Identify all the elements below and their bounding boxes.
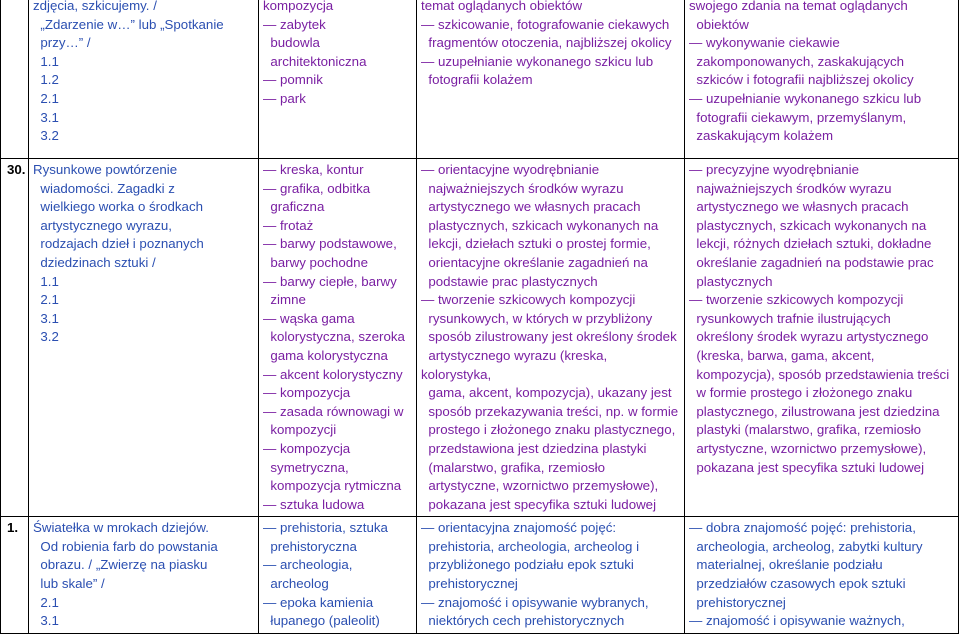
text-line: niektórych cech prehistorycznych [421, 613, 625, 629]
text-line: zakomponowanych, zaskakujących [689, 53, 905, 69]
text-line: — tworzenie szkicowych kompozycji [689, 292, 904, 308]
text-line: przedstawiona jest dziedzina plastyki [421, 440, 647, 456]
text-line: artystyczne, wzornictwo przemysłowe), [421, 478, 659, 494]
text-line: 1.2 [33, 72, 59, 88]
text-line: orientacyjne określanie zagadnień na [421, 254, 648, 270]
text-line: — tworzenie szkicowych kompozycji [421, 292, 636, 308]
text-line: (malarstwo, grafika, rzemiosło [421, 459, 605, 475]
text-line: archeologia, archeolog, zabytki kultury [689, 538, 923, 554]
text-line: — prehistoria, sztuka [263, 520, 388, 536]
lesson-number [1, 0, 29, 159]
text-line: — kreska, kontur [263, 162, 364, 177]
text-line: lekcji, różnych dziełach sztuki, dokładne [689, 236, 932, 252]
text-line: określony środek wyrazu artystycznego [689, 329, 929, 345]
text-line: — frotaż [263, 217, 314, 233]
text-line: gama kolorystyczna [263, 347, 388, 363]
text-line: lekcji, dziełach sztuki o prostej formie, [421, 236, 651, 252]
text-line: pokazana jest specyfika sztuki ludowej [421, 496, 657, 512]
text-line: w formie prostego i złożonego znaku [689, 385, 913, 401]
topic-cell [29, 159, 259, 517]
text-line: artystycznego wyrazu (kreska, kolorystyka, [421, 347, 611, 382]
text-line: — zasada równowagi w [263, 403, 404, 419]
text-line: 1.1 [33, 273, 59, 289]
text-line: sposób zilustrowany jest określony środek [421, 329, 677, 345]
text-line: plastyki (malarstwo, grafika, rzemiosło [689, 422, 922, 438]
text-line: przy…” / [33, 35, 91, 51]
text-line: podstawie prac plastycznych [421, 273, 598, 289]
text-line: — akcent kolorystyczny [263, 366, 403, 382]
concepts-cell [259, 517, 417, 634]
text-line: zimne [263, 292, 306, 308]
text-line: zaskakującym kolażem [689, 128, 834, 144]
text-line: swojego zdania na temat oglądanych [689, 0, 908, 13]
text-line: — precyzyjne wyodrębnianie [689, 162, 859, 177]
text-line: kompozycja [263, 0, 334, 13]
text-line: kompozycja), sposób przedstawienia treści [689, 366, 950, 382]
text-line: artystycznego wyrazu, [33, 217, 172, 233]
topic-cell [29, 0, 259, 159]
text-line: — wąska gama [263, 310, 355, 326]
text-line: kompozycji [263, 422, 337, 438]
text-line: — grafika, odbitka [263, 180, 371, 196]
text-line: — dobra znajomość pojęć: prehistoria, [689, 520, 916, 536]
extended-requirements-cell [685, 517, 959, 634]
extended-requirements-cell [685, 0, 959, 159]
text-line: 1.1 [33, 53, 59, 69]
text-line: temat oglądanych obiektów [421, 0, 583, 13]
text-line: prehistoria, archeologia, archeolog i [421, 538, 640, 554]
topic-cell [29, 517, 259, 634]
text-line: plastycznych, szkicach wykonanych na [689, 217, 927, 233]
text-line: przybliżonego podziału epok sztuki [421, 557, 634, 573]
text-line: obiektów [689, 16, 749, 32]
text-line: — orientacyjne wyodrębnianie [421, 162, 600, 177]
text-line: 3.1 [33, 613, 59, 629]
text-line: archeolog [263, 576, 329, 592]
cell-lines [421, 519, 680, 631]
cell-lines [263, 0, 412, 109]
text-line: budowla [263, 35, 320, 51]
text-line: 3.2 [33, 128, 59, 144]
text-line: wiadomości. Zagadki z [33, 180, 175, 196]
text-line: — kompozycja [263, 440, 351, 456]
text-line: — kompozycja [263, 385, 351, 401]
basic-requirements-cell [417, 0, 685, 159]
text-line: sposób przekazywania treści, np. w formie [421, 403, 679, 419]
text-line: 3.1 [33, 310, 59, 326]
text-line: 2.1 [33, 292, 59, 308]
text-line: — park [263, 90, 306, 106]
text-line: prehistorycznej [421, 576, 518, 592]
text-line: graficzna [263, 199, 325, 215]
lesson-number: 30. [1, 159, 29, 517]
table-row [1, 0, 959, 159]
text-line: łupanego (paleolit) [263, 613, 380, 629]
text-line: (kreska, barwa, gama, akcent, [689, 347, 875, 363]
text-line: prehistoryczna [263, 538, 357, 554]
cell-lines [421, 161, 680, 514]
text-line: artystycznego we własnych pracach [689, 199, 909, 215]
text-line: — znajomość i opisywanie ważnych, [689, 613, 905, 629]
concepts-cell [259, 159, 417, 517]
text-line: najważniejszych środków wyrazu [689, 180, 892, 196]
text-line: — pomnik [263, 72, 323, 88]
text-line: pokazana jest specyfika sztuki ludowej [689, 459, 925, 475]
cell-lines [689, 0, 954, 146]
text-line: rysunkowych, w których w przybliżony [421, 310, 653, 326]
text-line: — barwy ciepłe, barwy [263, 273, 397, 289]
text-line: plastycznych, szkicach wykonanych na [421, 217, 659, 233]
extended-requirements-cell [685, 159, 959, 517]
text-line: zdjęcia, szkicujemy. / [33, 0, 157, 13]
table-row [1, 159, 959, 517]
text-line: Światełka w mrokach dziejów. [33, 520, 209, 536]
text-line: rysunkowych trafnie ilustrujących [689, 310, 891, 326]
text-line: szkiców i fotografii najbliższej okolicy [689, 72, 914, 88]
text-line: „Zdarzenie w…” lub „Spotkanie [33, 16, 224, 32]
text-line: fotografii kolażem [421, 72, 533, 88]
cell-lines [33, 0, 254, 146]
text-line: prostego i złożonego znaku plastycznego, [421, 422, 676, 438]
text-line: przedziałów czasowych epok sztuki [689, 576, 906, 592]
text-line: gama, akcent, kompozycja), ukazany jest [421, 385, 672, 401]
text-line: rodzajach dzieł i poznanych [33, 236, 204, 252]
cell-lines [263, 519, 412, 631]
cell-lines [33, 161, 254, 347]
text-line: kompozycja rytmiczna [263, 478, 402, 494]
text-line: wielkiego worka o środkach [33, 199, 203, 215]
text-line: plastycznego, zilustrowana jest dziedzina [689, 403, 940, 419]
cell-lines [689, 161, 954, 477]
basic-requirements-cell [417, 517, 685, 634]
text-line: kolorystyczna, szeroka [263, 329, 405, 345]
text-line: fragmentów otoczenia, najbliższej okolicy [421, 35, 672, 51]
text-line: — wykonywanie ciekawie [689, 35, 840, 51]
text-line: — barwy podstawowe, [263, 236, 397, 252]
text-line: barwy pochodne [263, 254, 368, 270]
cell-lines [263, 161, 412, 514]
text-line: określanie zagadnień na podstawie prac [689, 254, 934, 270]
text-line: — szkicowanie, fotografowanie ciekawych [421, 16, 670, 32]
text-line: 2.1 [33, 594, 59, 610]
basic-requirements-cell [417, 159, 685, 517]
text-line: fotografii ciekawym, przemyślanym, [689, 109, 907, 125]
text-line: — uzupełnianie wykonanego szkicu lub [689, 90, 922, 106]
table-body [1, 0, 959, 633]
concepts-cell [259, 0, 417, 159]
text-line: materialnej, określanie podziału [689, 557, 883, 573]
lesson-number: 1. [1, 517, 29, 634]
cell-lines [689, 519, 954, 631]
text-line: prehistorycznej [689, 594, 786, 610]
text-line: — uzupełnianie wykonanego szkicu lub [421, 53, 654, 69]
text-line: artystycznego we własnych pracach [421, 199, 641, 215]
text-line: symetryczna, [263, 459, 349, 475]
cell-lines [33, 519, 254, 631]
text-line: plastycznych [689, 273, 773, 289]
text-line: Od robienia farb do powstania [33, 538, 218, 554]
text-line: lub skale” / [33, 576, 105, 592]
text-line: obrazu. / „Zwierzę na piasku [33, 557, 208, 573]
text-line: — znajomość i opisywanie wybranych, [421, 594, 649, 610]
text-line: — orientacyjna znajomość pojęć: [421, 520, 617, 536]
text-line: dziedzinach sztuki / [33, 254, 156, 270]
cell-lines [421, 0, 680, 90]
text-line: — archeologia, [263, 557, 353, 573]
text-line: — zabytek [263, 16, 326, 32]
text-line: architektoniczna [263, 53, 367, 69]
text-line: — sztuka ludowa [263, 496, 365, 512]
text-line: najważniejszych środków wyrazu [421, 180, 624, 196]
text-line: — epoka kamienia [263, 594, 374, 610]
text-line: 2.1 [33, 90, 59, 106]
text-line: Rysunkowe powtórzenie [33, 162, 178, 177]
text-line: artystyczne, wzornictwo przemysłowe), [689, 440, 927, 456]
text-line: 3.2 [33, 329, 59, 345]
text-line: 3.1 [33, 109, 59, 125]
table-row [1, 517, 959, 634]
